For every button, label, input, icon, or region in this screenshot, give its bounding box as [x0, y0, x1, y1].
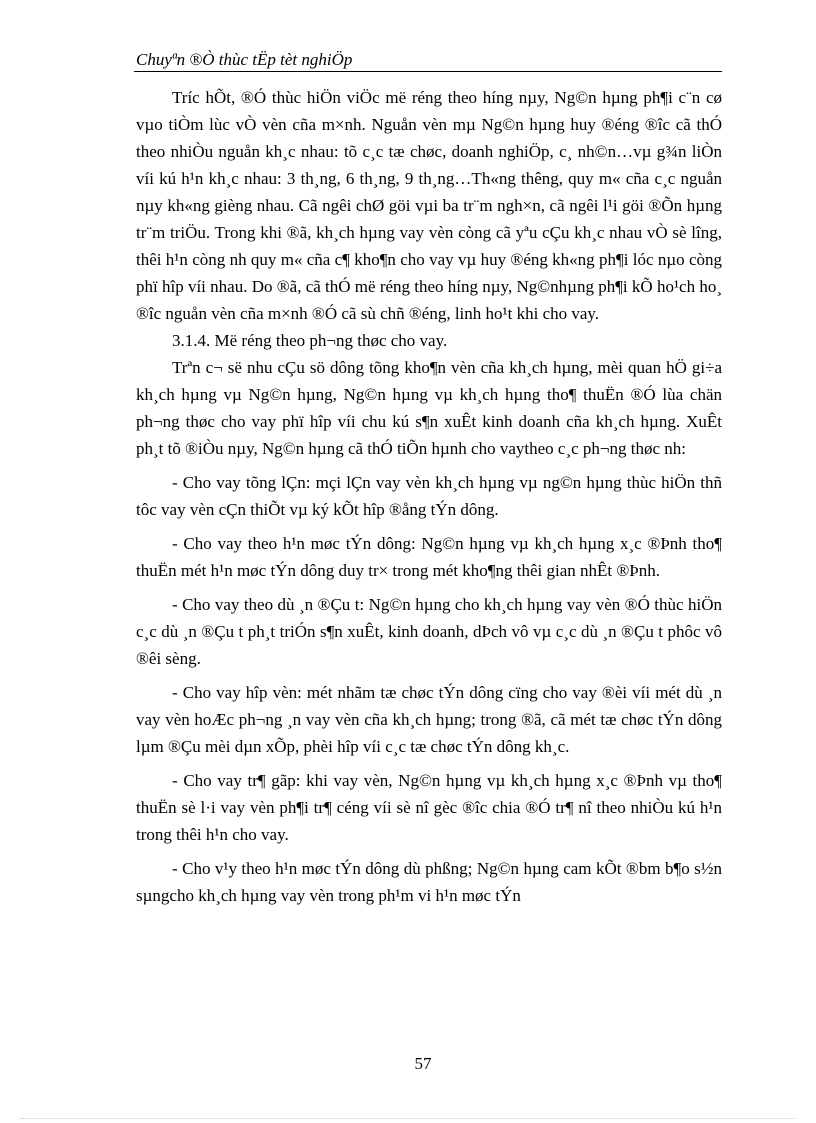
- section-heading-3-1-4: 3.1.4. Më réng theo ph¬ng thøc cho vay.: [172, 331, 448, 350]
- list-item-investment-project: - Cho vay theo dù ¸n ®Çu t: Ng©n hµng cho kh¸ch hµng vay vèn ®Ó thùc hiÖn c¸c dù ¸n ®Çu t ph¸t triÓn s¶n xuÊt, kinh doanh, dÞch vô vµ c¸c dù ¸n ®Çu t phôc vô ®êi sèng.: [136, 595, 722, 668]
- page-number: 57: [414, 1054, 432, 1073]
- list-item-installment-loan: - Cho vay tr¶ gãp: khi vay vèn, Ng©n hµng vµ kh¸ch hµng x¸c ®Þnh vµ tho¶ thuËn sè l·i vay vèn ph¶i tr¶ céng víi sè nî gèc ®îc chia ®Ó tr¶ nî theo nhiÒu kú h¹n trong thêi h¹n cho vay.: [136, 771, 722, 844]
- paragraph-expansion-direction: Tríc hÕt, ®Ó thùc hiÖn viÖc më réng theo híng nµy, Ng©n hµng ph¶i c¨n cø vµo tiÒm lùc vÒ vèn cña m×nh. Nguån vèn mµ Ng©n hµng huy ®éng ®îc cã thÓ theo nhiÒu nguån kh¸c nhau: tõ c¸c tæ chøc, doanh nghiÖp, c¸ nh©n…vµ g¾n liÒn víi kú h¹n kh¸c nhau: 3 th¸ng, 6 th¸ng, 9 th¸ng…Th«ng thêng, quy m« cña c¸c nguån nµy kh«ng gièng nhau. Cã ngêi chØ göi vµi ba tr¨m ngh×n, cã ngêi l¹i göi ®Õn hµng tr¨m triÖu. Trong khi ®ã, kh¸ch hµng vay vèn còng cã yªu cÇu kh¸c nhau vÒ sè lîng, thêi h¹n còng nh quy m« cña c¶ kho¶n cho vay vµ huy ®éng kh«ng ph¶i lóc nµo còng phï hîp víi nhau. Do ®ã, cã thÓ më réng theo híng nµy, Ng©nhµng ph¶i kÕ ho¹ch ho¸ ®îc nguån vèn cña m×nh ®Ó cã sù chñ ®éng, linh ho¹t khi cho vay.: [136, 88, 722, 323]
- page-bottom-border: [20, 1118, 796, 1119]
- list-item-credit-limit: - Cho vay theo h¹n møc tÝn dông: Ng©n hµng vµ kh¸ch hµng x¸c ®Þnh tho¶ thuËn mét h¹n møc tÝn dông duy tr× trong mét kho¶ng thêi gian nhÊt ®Þnh.: [136, 534, 722, 580]
- list-item-standby-credit-limit: - Cho v¹y theo h¹n møc tÝn dông dù phßng; Ng©n hµng cam kÕt ®bm b¶o s½n sµngcho kh¸ch hµng vay vèn trong ph¹m vi h¹n møc tÝn: [136, 859, 722, 905]
- paragraph-lending-methods-intro: Trªn c¬ së nhu cÇu sö dông tõng kho¶n vèn cña kh¸ch hµng, mèi quan hÖ gi÷a kh¸ch hµng vµ Ng©n hµng, Ng©n hµng vµ kh¸ch hµng tho¶ thuËn ®Ó lùa chän ph¬ng thøc cho vay phï hîp víi chu kú s¶n xuÊt kinh doanh cña kh¸ch hµng. XuÊt ph¸t tõ ®iÒu nµy, Ng©n hµng cã thÓ tiÕn hµnh cho vaytheo c¸c ph¬ng thøc nh:: [136, 358, 722, 458]
- page-body: [136, 84, 722, 909]
- header-title: Chuyªn ®Ò thùc tËp tèt nghiÖp: [136, 50, 353, 69]
- header-divider: [134, 71, 722, 72]
- list-item-syndicated-loan: - Cho vay hîp vèn: mét nhãm tæ chøc tÝn dông cïng cho vay ®èi víi mét dù ¸n vay vèn hoÆc ph¬ng ¸n vay vèn cña kh¸ch hµng; trong ®ã, cã mét tæ chøc tÝn dông lµm ®Çu mèi dµn xÕp, phèi hîp víi c¸c tæ chøc tÝn dông kh¸c.: [136, 683, 722, 756]
- list-item-per-loan: - Cho vay tõng lÇn: mçi lÇn vay vèn kh¸ch hµng vµ ng©n hµng thùc hiÖn thñ tôc vay vèn cÇn thiÕt vµ ký kÕt hîp ®ång tÝn dông.: [136, 473, 722, 519]
- running-header: [136, 50, 722, 70]
